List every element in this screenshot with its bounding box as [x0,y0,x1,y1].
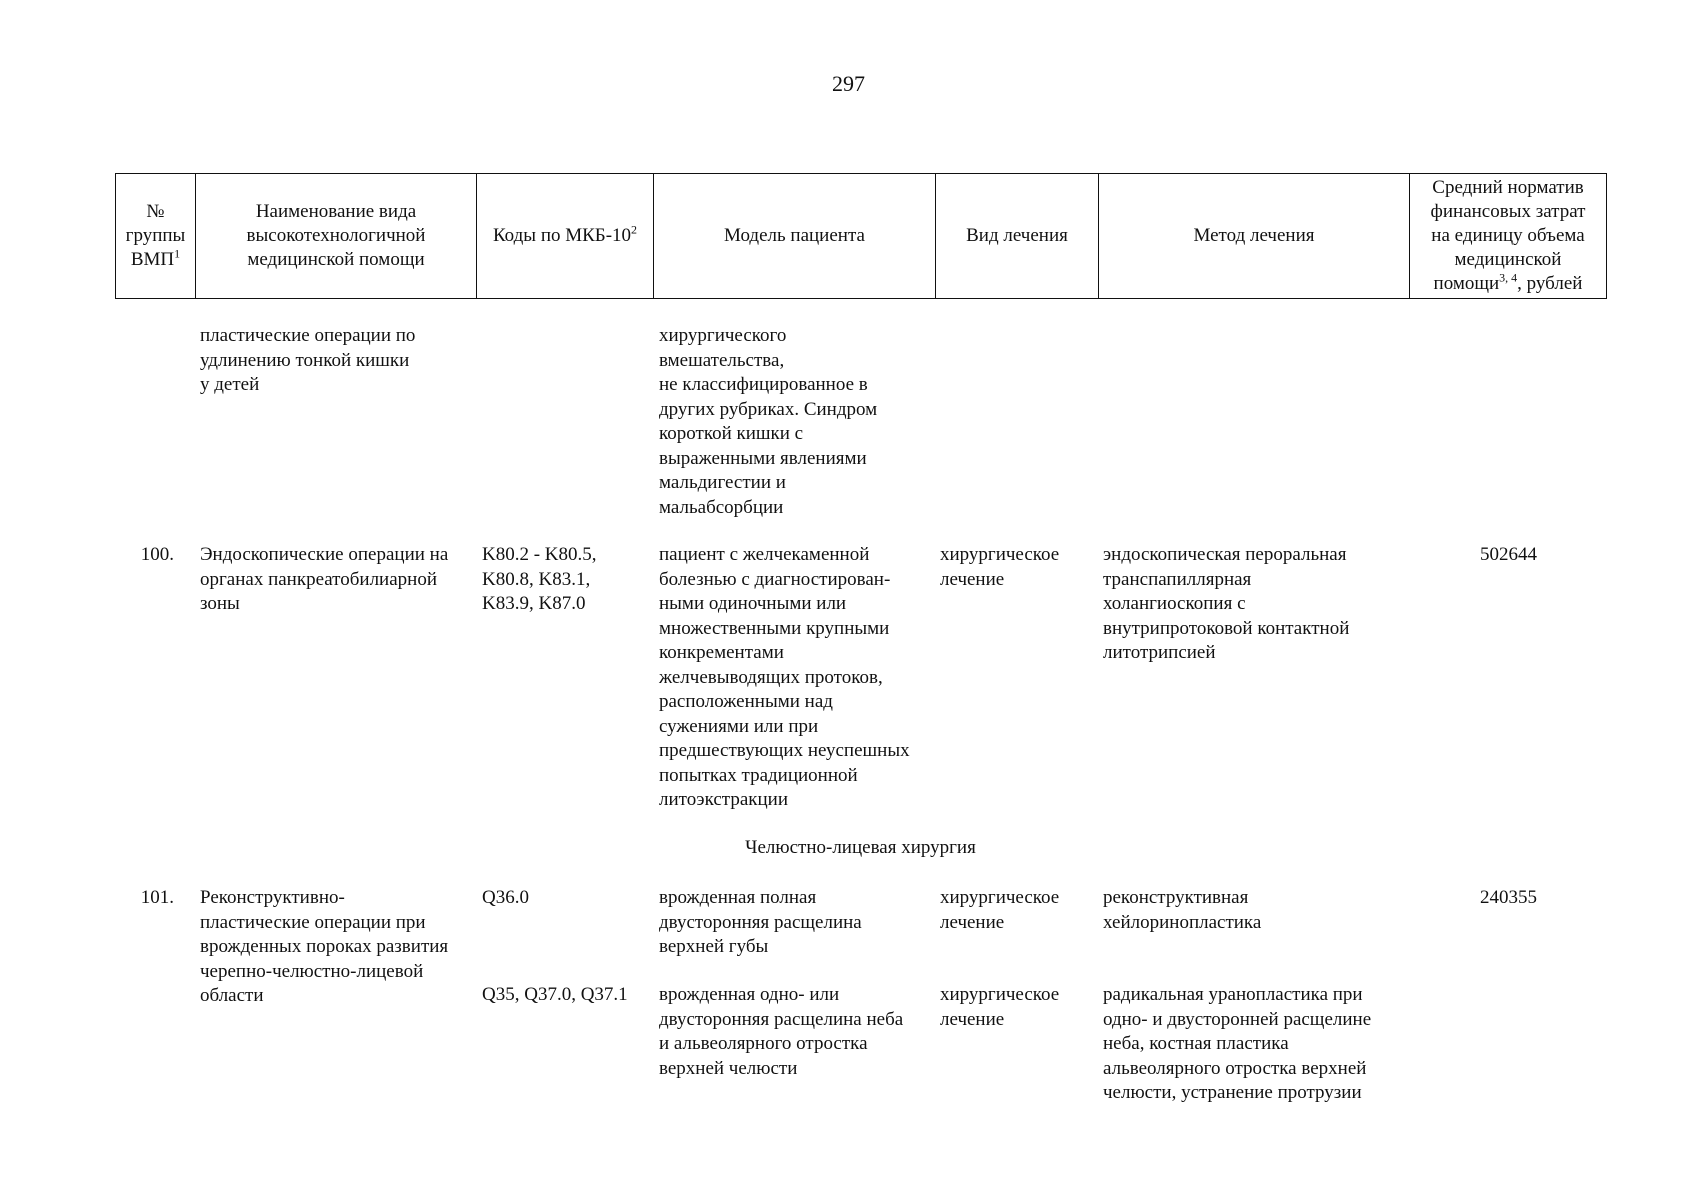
cont-vmp-name: пластические операции по удлинению тонкой кишки у детей [200,325,416,395]
header-vmp-name: Наименование вида высокотехнологичной медицинской помощи [196,174,477,299]
row-101-sub1-patient-model: врожденная полная двусторонняя расщелина верхней губы [659,887,862,957]
row-101-vmp-name: Реконструктивно- пластические операции при врожденных пороках развития черепно-челюстно-лицевой области [200,887,449,1006]
row-100-number: 100. [140,544,174,565]
row-101-sub2-treatment-type: хирургическое лечение [940,984,1060,1030]
row-101-sub2-treatment-method: радикальная уранопластика при одно- и двусторонней расщелине неба, костная пластика альвеолярного отростка верхней челюсти, устранение протрузии [1103,984,1372,1103]
section-title: Челюстно-лицевая хирургия [745,837,976,858]
page-number: 297 [832,71,865,96]
row-101-number: 101. [140,887,174,908]
row-101-sub2-patient-model: врожденная одно- или двусторонняя расщелина неба и альвеолярного отростка верхней челюсти [659,984,904,1079]
cont-patient-model: хирургического вмешательства, не классифицированное в других рубриках. Синдром короткой кишки с выраженными явлениями мальдигестии и мальабсорбции [659,325,878,518]
row-101-sub2-icd-codes: Q35, Q37.0, Q37.1 [482,984,628,1005]
row-101-cost: 240355 [1480,887,1537,908]
row-100-patient-model: пациент с желчекаменной болезнью с диагностирован- ными одиночными или множественными крупными конкрементами желчевыводящих протоков, расположенными над сужениями или при предшествующих неуспешных попытках традиционной литоэкстракции [659,544,910,810]
header-patient-model: Модель пациента [654,174,936,299]
header-treatment-type: Вид лечения [936,174,1099,299]
header-icd-codes: Коды по МКБ-$10^2$ [477,174,654,299]
row-100-treatment-method: эндоскопическая пероральная транспапиллярная холангиоскопия с внутрипротоковой контактной литотрипсией [1103,544,1350,663]
row-101-sub1-treatment-type: хирургическое лечение [940,887,1060,933]
row-100-treatment-type: хирургическое лечение [940,544,1060,590]
row-101-sub1-icd-codes: Q36.0 [482,887,529,908]
header-cost-norm: Средний норматив финансовых затрат на единицу объема медицинской помощи$^{3, 4}$, рублей [1410,174,1607,299]
table-header [115,173,1607,299]
row-100-cost: 502644 [1480,544,1537,565]
row-101-sub1-treatment-method: реконструктивная хейлоринопластика [1103,887,1262,933]
row-100-vmp-name: Эндоскопические операции на органах панкреатобилиарной зоны [200,544,449,614]
header-group-number: № группы ВМП$^1$ [116,174,196,299]
header-treatment-method: Метод лечения [1099,174,1410,299]
row-100-icd-codes: K80.2 - K80.5, K80.8, K83.1, K83.9, K87.0 [482,544,597,614]
